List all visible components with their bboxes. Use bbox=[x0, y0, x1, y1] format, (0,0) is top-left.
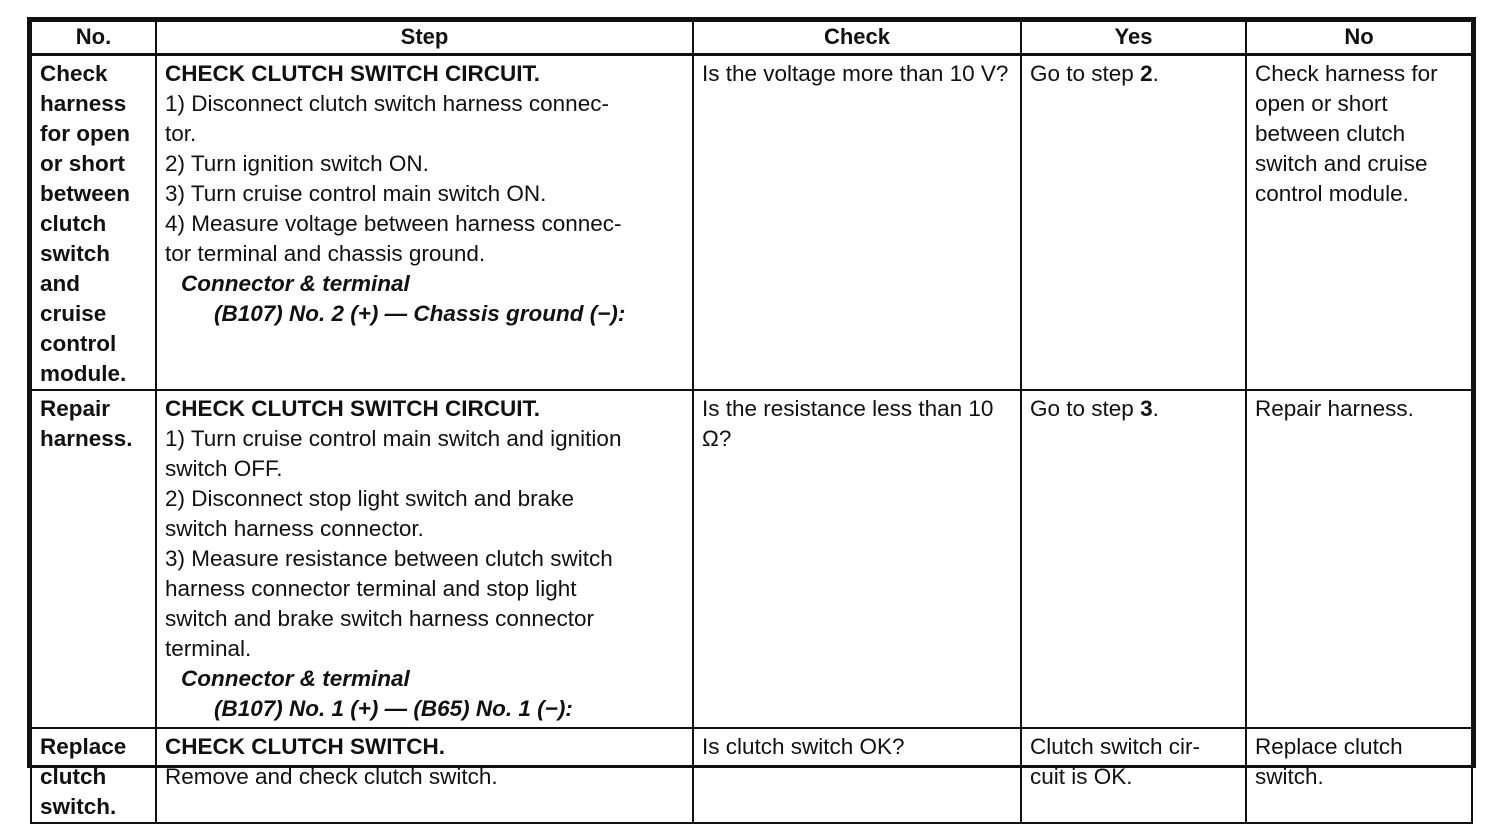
yes-suffix: . bbox=[1152, 60, 1159, 86]
step-line: tor terminal and chassis ground. bbox=[165, 240, 486, 266]
yes-prefix: Go to step bbox=[1030, 395, 1141, 421]
yes-suffix: . bbox=[1152, 395, 1159, 421]
no-cell: Replace clutch switch. bbox=[1246, 728, 1472, 823]
yes-cell bbox=[1021, 390, 1246, 728]
step-line: 2) Disconnect stop light switch and brake bbox=[165, 485, 574, 511]
yes-cell bbox=[1021, 54, 1246, 390]
row-number: Repair harness. bbox=[31, 390, 156, 728]
step-line: 3) Turn cruise control main switch ON. bbox=[165, 180, 547, 206]
table-row bbox=[31, 390, 1472, 728]
step-line: 4) Measure voltage between harness connec- bbox=[165, 210, 622, 236]
connector-label: Connector & terminal bbox=[181, 270, 410, 296]
header-no-result: No bbox=[1246, 21, 1472, 54]
step-title: CHECK CLUTCH SWITCH. bbox=[165, 733, 445, 759]
check-cell: Is the voltage more than 10 V? bbox=[693, 54, 1021, 390]
step-line: tor. bbox=[165, 120, 197, 146]
step-line: 1) Turn cruise control main switch and ignition bbox=[165, 425, 622, 451]
connector-detail: (B107) No. 2 (+) — Chassis ground (−): bbox=[214, 300, 626, 326]
no-cell: Repair harness. bbox=[1246, 390, 1472, 728]
header-row bbox=[31, 21, 1472, 54]
table-row bbox=[31, 54, 1472, 390]
row-number: Replace clutch switch. bbox=[31, 728, 156, 823]
header-no: No. bbox=[31, 21, 156, 54]
step-title: CHECK CLUTCH SWITCH CIRCUIT. bbox=[165, 395, 540, 421]
yes-cell: Clutch switch cir- cuit is OK. bbox=[1021, 728, 1246, 823]
yes-step-ref: 2 bbox=[1140, 60, 1153, 86]
step-line: switch harness connector. bbox=[165, 515, 424, 541]
connector-detail: (B107) No. 1 (+) — (B65) No. 1 (−): bbox=[214, 695, 573, 721]
step-line: harness connector terminal and stop light bbox=[165, 575, 577, 601]
step-title: CHECK CLUTCH SWITCH CIRCUIT. bbox=[165, 60, 540, 86]
diagnostic-table bbox=[30, 20, 1473, 824]
table-row bbox=[31, 728, 1472, 823]
step-cell bbox=[156, 390, 693, 728]
step-line: 3) Measure resistance between clutch switch bbox=[165, 545, 613, 571]
header-step: Step bbox=[156, 21, 693, 54]
check-cell: Is clutch switch OK? bbox=[693, 728, 1021, 823]
no-cell: Check harness for open or short between clutch switch and cruise control module. bbox=[1246, 54, 1472, 390]
connector-label: Connector & terminal bbox=[181, 665, 410, 691]
yes-step-ref: 3 bbox=[1140, 395, 1153, 421]
step-cell bbox=[156, 54, 693, 390]
row-number: Check harness for open or short between clutch switch and cruise control module. bbox=[31, 54, 156, 390]
step-cell bbox=[156, 728, 693, 823]
step-line: terminal. bbox=[165, 635, 252, 661]
header-check: Check bbox=[693, 21, 1021, 54]
diagnostic-table-frame bbox=[27, 17, 1476, 819]
header-yes: Yes bbox=[1021, 21, 1246, 54]
yes-prefix: Go to step bbox=[1030, 60, 1141, 86]
step-line: 1) Disconnect clutch switch harness connec- bbox=[165, 90, 609, 116]
step-line: 2) Turn ignition switch ON. bbox=[165, 150, 429, 176]
step-line: Remove and check clutch switch. bbox=[165, 763, 498, 789]
step-line: switch and brake switch harness connector bbox=[165, 605, 594, 631]
check-cell: Is the resistance less than 10 Ω? bbox=[693, 390, 1021, 728]
step-line: switch OFF. bbox=[165, 455, 283, 481]
